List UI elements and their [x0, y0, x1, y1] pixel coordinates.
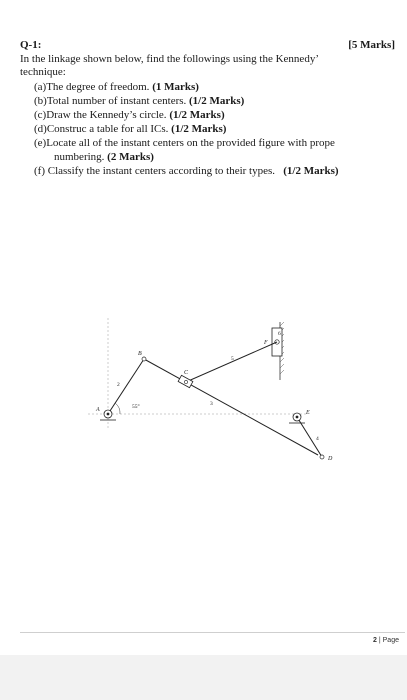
item-d: (d)Construc a table for all ICs. (1/2 Marks) [34, 123, 227, 135]
item-b: (b)Total number of instant centers. (1/2 Marks) [34, 95, 245, 107]
page-footer: 2 | Page [373, 637, 399, 644]
label-link-3: 3 [210, 401, 213, 407]
question-items [34, 80, 406, 178]
label-link-5: 5 [231, 356, 234, 362]
top-margin [0, 0, 407, 30]
bottom-margin [0, 655, 407, 700]
linkage-figure [88, 318, 348, 468]
label-b: B [138, 351, 142, 357]
label-d: D [328, 456, 333, 462]
label-e: E [306, 410, 310, 416]
link-5 [186, 342, 277, 382]
question-intro-cont: technique: [20, 66, 66, 78]
pin-d [320, 455, 324, 459]
label-f: F [264, 340, 268, 346]
item-e-cont: numbering. (2 Marks) [54, 151, 154, 163]
label-link-6: 6 [278, 331, 281, 337]
item-a: (a)The degree of freedom. (1 Marks) [34, 81, 199, 93]
question-marks: [5 Marks] [348, 39, 395, 51]
item-c: (c)Draw the Kennedy’s circle. (1/2 Marks) [34, 109, 225, 121]
pin-b [142, 357, 146, 361]
pin-c [184, 380, 187, 383]
question-number: Q-1: [20, 39, 42, 51]
footer-divider [20, 632, 405, 633]
angle-arc [115, 403, 120, 414]
question-intro: In the linkage shown below, find the followings using the Kennedy’ [20, 53, 319, 65]
label-angle: 55° [132, 404, 140, 410]
label-link-2: 2 [117, 382, 120, 388]
label-link-4: 4 [316, 436, 319, 442]
item-f: (f) Classify the instant centers according to their types. (1/2 Marks) [34, 165, 339, 177]
item-e: (e)Locate all of the instant centers on the provided figure with prope [34, 137, 335, 149]
label-c: C [184, 370, 189, 376]
link-3 [144, 359, 318, 455]
label-a: A [96, 407, 100, 413]
